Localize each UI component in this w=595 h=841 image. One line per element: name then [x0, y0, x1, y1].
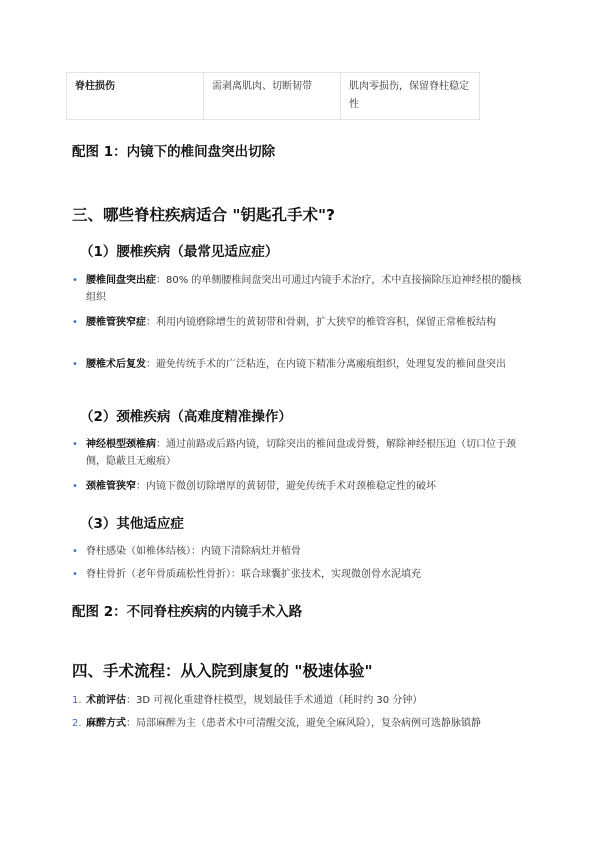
- figure-caption: 配图 2：不同脊柱疾病的内镜手术入路: [72, 604, 303, 620]
- list-item: [72, 314, 526, 331]
- list-item: [72, 478, 526, 495]
- item-label: 颈椎管狭窄: [86, 481, 136, 492]
- item-text: 脊柱感染（如椎体结核）：内镜下清除病灶并植骨: [86, 546, 301, 557]
- item-text: ：3D 可视化重建脊柱模型，规划最佳手术通道（耗时约 30 分钟）: [126, 695, 423, 706]
- item-text: ：局部麻醉为主（患者术中可清醒交流，避免全麻风险），复杂病例可选静脉镇静: [126, 718, 481, 729]
- section-heading: 四、手术流程：从入院到康复的 "极速体验": [72, 662, 373, 680]
- item-text: ：通过前路或后路内镜，切除突出的椎间盘或骨赘，解除神经根压迫（切口位于颈侧，隐蔽且无瘢痕）: [86, 439, 516, 467]
- table-cell: 需剥离肌肉、切断韧带: [204, 73, 341, 120]
- item-label: 腰椎术后复发: [86, 359, 146, 370]
- subsection-heading: （2）颈椎疾病（高难度精准操作）: [80, 409, 292, 425]
- list-item: [72, 543, 526, 560]
- item-text: ：80% 的单侧腰椎间盘突出可通过内镜手术治疗，术中直接摘除压迫神经根的髓核组织: [86, 275, 522, 303]
- list-item: [72, 272, 526, 306]
- list-item: [72, 715, 526, 732]
- item-text: ：内镜下微创切除增厚的黄韧带，避免传统手术对颈椎稳定性的破坏: [136, 481, 436, 492]
- step-number: 2.: [72, 718, 82, 729]
- bullet-icon: •: [72, 359, 78, 370]
- item-label: 术前评估: [86, 695, 126, 706]
- bullet-icon: •: [72, 275, 78, 286]
- bullet-icon: •: [72, 439, 78, 450]
- item-text: ：避免传统手术的广泛粘连，在内镜下精准分离瘢痕组织，处理复发的椎间盘突出: [146, 359, 506, 370]
- bullet-icon: •: [72, 317, 78, 328]
- item-label: 麻醉方式: [86, 718, 126, 729]
- item-text: ：利用内镜磨除增生的黄韧带和骨刺，扩大狭窄的椎管容积，保留正常椎板结构: [146, 317, 496, 328]
- table-cell: 肌肉零损伤，保留脊柱稳定性: [341, 73, 480, 120]
- bullet-icon: •: [72, 546, 78, 557]
- list-item: [72, 356, 526, 373]
- comparison-table: [66, 72, 480, 120]
- table-cell: 脊柱损伤: [67, 73, 204, 120]
- bullet-icon: •: [72, 481, 78, 492]
- figure-caption: 配图 1：内镜下的椎间盘突出切除: [72, 144, 276, 160]
- item-label: 腰椎管狭窄症: [86, 317, 146, 328]
- subsection-heading: （3）其他适应症: [80, 516, 184, 532]
- table-row: [67, 73, 480, 120]
- step-number: 1.: [72, 695, 82, 706]
- item-label: 神经根型颈椎病: [86, 439, 156, 450]
- subsection-heading: （1）腰椎疾病（最常见适应症）: [80, 244, 279, 260]
- list-item: [72, 436, 526, 470]
- item-label: 腰椎间盘突出症: [86, 275, 156, 286]
- bullet-icon: •: [72, 569, 78, 580]
- list-item: [72, 692, 526, 709]
- section-heading: 三、哪些脊柱疾病适合 "钥匙孔手术"?: [72, 206, 336, 224]
- list-item: [72, 566, 526, 583]
- item-text: 脊柱骨折（老年骨质疏松性骨折）：联合球囊扩张技术，实现微创骨水泥填充: [86, 569, 421, 580]
